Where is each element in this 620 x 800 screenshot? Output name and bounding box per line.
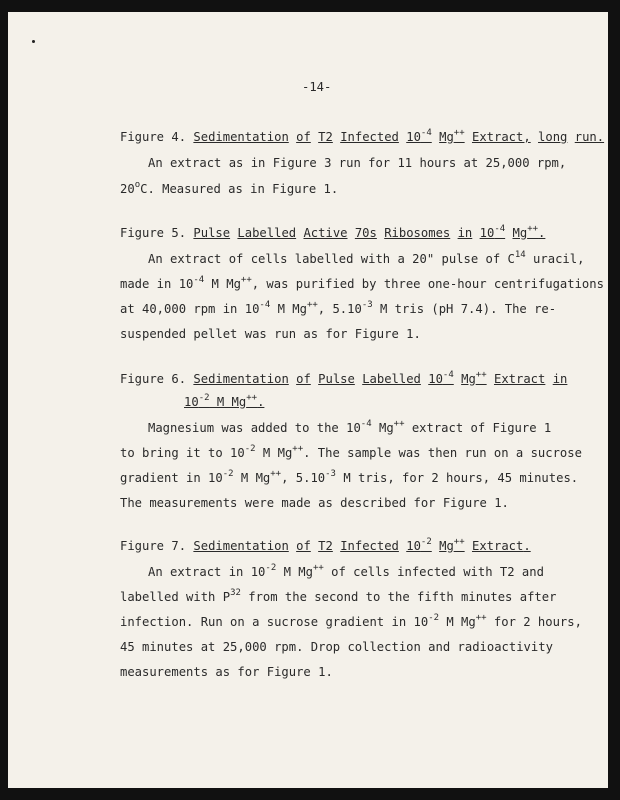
figure-6-body-line: The measurements were made as described for Figure 1. — [120, 496, 509, 510]
figure-5-body-line: An extract of cells labelled with a 20" pulse of $C^{14}$ uracil, — [148, 250, 585, 266]
figure-4-body-line: 20$^o$C. Measured as in Figure 1. — [120, 180, 339, 196]
figure-5-title: Figure 5. Pulse Labelled Active 70s Ribosomes in $10^{-4}$ Mg++. — [120, 224, 546, 240]
document-page — [8, 12, 608, 788]
figure-6-body-line: gradient in $10^{-2}$ M Mg++, $5.10^{-3}$ M tris, for 2 hours, 45 minutes. — [120, 469, 579, 485]
figure-6-title: Figure 6. Sedimentation of Pulse Labelled $10^{-4}$ Mg++ Extract in — [120, 370, 568, 386]
figure-5-body-line: made in $10^{-4}$ M Mg++, was purified by three one-hour centrifugations — [120, 275, 604, 291]
figure-6-body-line: Magnesium was added to the $10^{-4}$ Mg++ extract of Figure 1 — [148, 419, 552, 435]
figure-5-body-line: suspended pellet was run as for Figure 1. — [120, 327, 421, 341]
figure-7-body-line: labelled with $P^{32}$ from the second to the fifth minutes after — [120, 588, 557, 604]
page-number: -14- — [302, 80, 332, 94]
figure-6-title-cont: $10^{-2}$ M Mg++. — [184, 393, 265, 409]
figure-7-body-line: An extract in $10^{-2}$ M Mg++ of cells infected with T2 and — [148, 563, 544, 579]
figure-6-body-line: to bring it to $10^{-2}$ M Mg++. The sample was then run on a sucrose — [120, 444, 582, 460]
figure-4-title: Figure 4. Sedimentation of T2 Infected $10^{-4}$ Mg++ Extract, long run. — [120, 128, 605, 144]
figure-7-body-line: 45 minutes at 25,000 rpm. Drop collection and radioactivity — [120, 640, 553, 654]
figure-7-title: Figure 7. Sedimentation of T2 Infected $10^{-2}$ Mg++ Extract. — [120, 537, 531, 553]
document-body — [8, 12, 608, 788]
figure-7-body-line: infection. Run on a sucrose gradient in $10^{-2}$ M Mg++ for 2 hours, — [120, 613, 582, 629]
figure-5-body-line: at 40,000 rpm in $10^{-4}$ M Mg++, $5.10^{-3}$ M tris (pH 7.4). The re- — [120, 300, 557, 316]
figure-4-body-line: An extract as in Figure 3 run for 11 hours at 25,000 rpm, — [148, 156, 567, 170]
figure-7-body-line: measurements as for Figure 1. — [120, 665, 333, 679]
